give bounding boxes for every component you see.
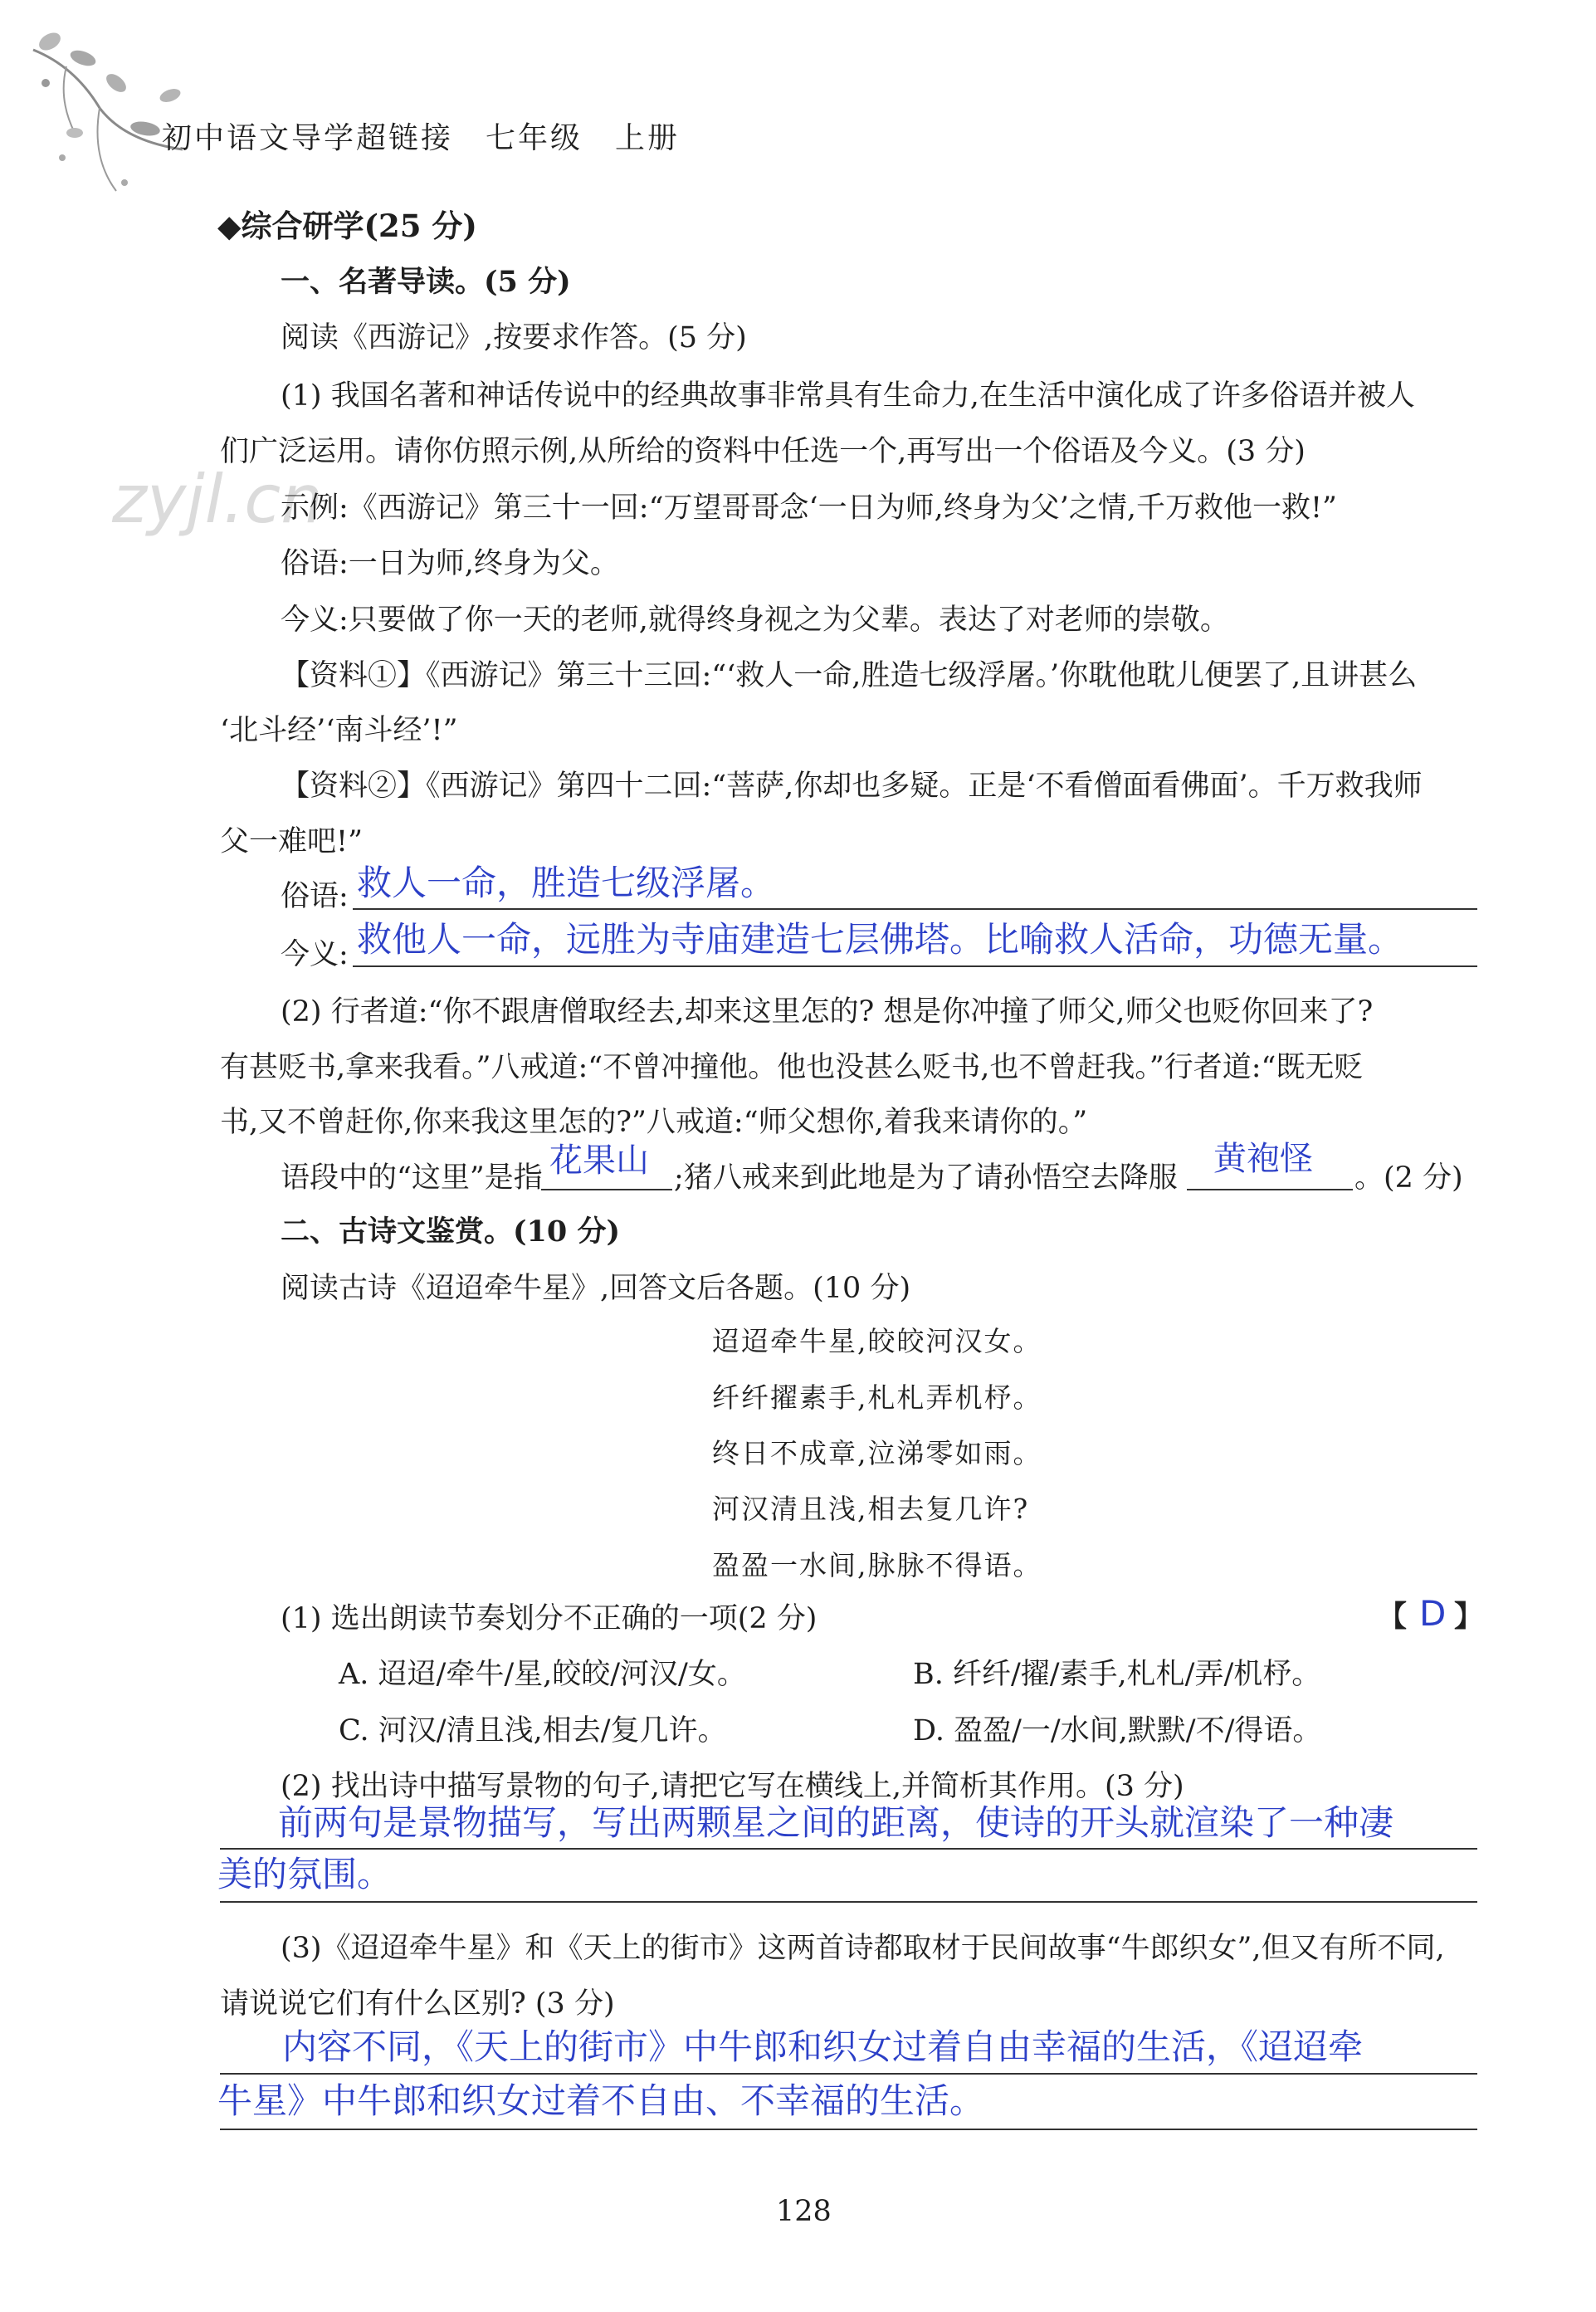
q1-p1-line2: 们广泛运用。请你仿照示例,从所给的资料中任选一个,再写出一个俗语及今义。(3 分) bbox=[220, 435, 1306, 468]
q1-material1-line2: ‘北斗经’‘南斗经’!” bbox=[220, 714, 458, 747]
q1-material1-line1: 【资料①】《西游记》第三十三回:“‘救人一命,胜造七级浮屠。’你耽他耽儿便罢了,且讲甚么 bbox=[281, 659, 1418, 692]
q2-intro: 阅读古诗《迢迢牵牛星》,回答文后各题。(10 分) bbox=[281, 1272, 911, 1305]
s3-line1: (3)《迢迢牵牛星》和《天上的街市》这两首诗都取材于民间故事“牛郎织女”,但又有所不同, bbox=[281, 1932, 1445, 1965]
s1-answer[interactable]: D bbox=[1419, 1593, 1447, 1634]
s2-underline-1 bbox=[220, 1848, 1477, 1850]
q1-p2-line3: 书,又不曾赶你,你来我这里怎的?”八戒道:“师父想你,着我来请你的。” bbox=[220, 1106, 1088, 1139]
q1-p1-line1: (1) 我国名著和神话传说中的经典故事非常具有生命力,在生活中演化成了许多俗语并被人 bbox=[281, 379, 1415, 413]
page-number: 128 bbox=[776, 2195, 832, 2228]
s1-bracket-right: 】 bbox=[1454, 1600, 1484, 1634]
q1-example-proverb: 俗语:一日为师,终身为父。 bbox=[281, 547, 619, 580]
meaning-underline bbox=[353, 965, 1477, 967]
s3-answer-line1[interactable]: 内容不同，《天上的街市》中牛郎和织女过着自由幸福的生活，《迢迢牵 bbox=[282, 2026, 1364, 2067]
page-header-title: 初中语文导学超链接 七年级 上册 bbox=[162, 121, 681, 155]
poem-line: 终日不成章,泣涕零如雨。 bbox=[712, 1437, 1042, 1469]
q1-example-meaning: 今义:只要做了你一天的老师,就得终身视之为父辈。表达了对老师的崇敬。 bbox=[281, 604, 1229, 637]
q1-p2-line1: (2) 行者道:“你不跟唐僧取经去,却来这里怎的? 想是你冲撞了师父,师父也贬你回来了? bbox=[281, 995, 1374, 1029]
proverb-answer[interactable]: 救人一命，胜造七级浮屠。 bbox=[357, 863, 776, 903]
poem-line: 河汉清且浅,相去复几许? bbox=[712, 1493, 1030, 1525]
proverb-underline bbox=[353, 908, 1477, 910]
q1-material2-line2: 父一难吧!” bbox=[220, 825, 363, 858]
s1-bracket-left: 【 bbox=[1378, 1600, 1408, 1634]
q1-p2-line2: 有甚贬书,拿来我看。”八戒道:“不曾冲撞他。他也没甚么贬书,也不曾赶我。”行者道:“既无贬 bbox=[220, 1051, 1364, 1084]
fill-underline-1 bbox=[541, 1189, 672, 1190]
q1-intro: 阅读《西游记》,按要求作答。(5 分) bbox=[281, 321, 747, 354]
section-title: ◆综合研学(25 分) bbox=[217, 208, 477, 244]
s3-line2: 请说说它们有什么区别? (3 分) bbox=[220, 1987, 615, 2021]
poem-line: 迢迢牵牛星,皎皎河汉女。 bbox=[712, 1325, 1042, 1357]
s3-answer-line2[interactable]: 牛星》中牛郎和织女过着不自由、不幸福的生活。 bbox=[217, 2080, 985, 2121]
fill-text-3: 。(2 分) bbox=[1354, 1161, 1463, 1195]
option-c[interactable]: C. 河汉/清且浅,相去/复几许。 bbox=[339, 1714, 727, 1747]
s3-underline-2 bbox=[220, 2129, 1477, 2130]
meaning-label: 今义: bbox=[281, 938, 349, 971]
s2-answer-line1[interactable]: 前两句是景物描写，写出两颗星之间的距离，使诗的开头就渲染了一种凄 bbox=[278, 1802, 1394, 1843]
s3-underline-1 bbox=[220, 2073, 1477, 2075]
q2-heading: 二、古诗文鉴赏。(10 分) bbox=[281, 1215, 621, 1249]
option-a[interactable]: A. 迢迢/牵牛/星,皎皎/河汉/女。 bbox=[339, 1658, 746, 1691]
q1-example: 示例:《西游记》第三十一回:“万望哥哥念‘一日为师,终身为父’之情,千万救他一救!” bbox=[281, 491, 1337, 525]
s2-question: (2) 找出诗中描写景物的句子,请把它写在横线上,并简析其作用。(3 分) bbox=[281, 1770, 1184, 1803]
poem-line: 盈盈一水间,脉脉不得语。 bbox=[712, 1549, 1042, 1581]
q1-material2-line1: 【资料②】《西游记》第四十二回:“菩萨,你却也多疑。正是‘不看僧面看佛面’。千万救我师 bbox=[281, 770, 1423, 803]
fill-underline-2 bbox=[1187, 1189, 1353, 1190]
q1-heading: 一、名著导读。(5 分) bbox=[281, 265, 571, 299]
s1-question: (1) 选出朗读节奏划分不正确的一项(2 分) bbox=[281, 1602, 818, 1635]
fill-answer-2[interactable]: 黄袍怪 bbox=[1213, 1140, 1313, 1178]
s2-answer-line2[interactable]: 美的氛围。 bbox=[217, 1854, 393, 1894]
s2-underline-2 bbox=[220, 1901, 1477, 1903]
option-b[interactable]: B. 纤纤/擢/素手,札札/弄/机杼。 bbox=[913, 1658, 1321, 1691]
branch-decoration-icon bbox=[25, 17, 199, 208]
option-d[interactable]: D. 盈盈/一/水间,默默/不/得语。 bbox=[913, 1714, 1322, 1747]
meaning-answer[interactable]: 救他人一命，远胜为寺庙建造七层佛塔。比喻救人活命，功德无量。 bbox=[357, 919, 1403, 960]
proverb-label: 俗语: bbox=[281, 880, 349, 913]
fill-answer-1[interactable]: 花果山 bbox=[549, 1141, 649, 1180]
poem-line: 纤纤擢素手,札札弄机杼。 bbox=[712, 1381, 1042, 1414]
fill-text-1: 语段中的“这里”是指 bbox=[281, 1161, 543, 1195]
watermark: zyjl.cn bbox=[112, 461, 323, 538]
fill-text-2: ;猪八戒来到此地是为了请孙悟空去降服 bbox=[674, 1161, 1178, 1195]
